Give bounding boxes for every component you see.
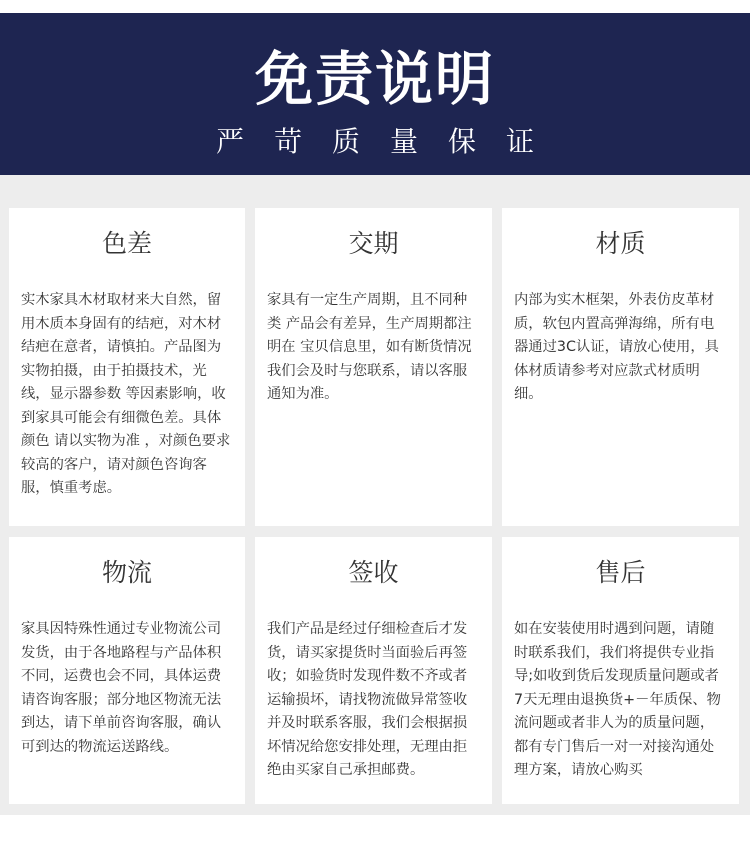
- card-sign-receipt: [255, 537, 492, 804]
- card-title: 签收: [348, 558, 399, 587]
- card-material: [502, 208, 739, 526]
- banner-title: 免责说明: [254, 45, 495, 113]
- card-title: 交期: [348, 229, 399, 258]
- bottom-band: [0, 815, 750, 847]
- card-delivery-time: [255, 208, 492, 526]
- card-body: 家具因特殊性通过专业物流公司发货，由于各地路程与产品体积不同，运费也会不同，具体运费请咨询客服；部分地区物流无法到达，请下单前咨询客服，确认可到达的物流运送路线。: [21, 621, 222, 755]
- card-body: 我们产品是经过仔细检查后才发货，请买家提货时当面验后再签收；如验货时发现件数不齐或者运输损坏，请找物流做异常签收并及时联系客服，我们会根据损坏情况给您安排处理，无理由拒绝由买家自己承担邮费。: [267, 621, 468, 778]
- banner: [0, 13, 750, 175]
- card-title: 售后: [595, 558, 646, 587]
- card-title: 色差: [101, 229, 152, 258]
- top-gap: [0, 0, 750, 13]
- card-title: 材质: [595, 229, 646, 258]
- card-body: 内部为实木框架，外表仿皮革材质，软包内置高弹海绵，所有电器通过3C认证，请放心使用，具体材质请参考对应款式材质明细。: [514, 292, 719, 402]
- card-body: 家具有一定生产周期，且不同种类 产品会有差异，生产周期都注明在 宝贝信息里，如有断货情况我们会及时与您联系，请以客服通知为准。: [267, 292, 472, 402]
- card-body: 如在安装使用时遇到问题，请随时联系我们，我们将提供专业指导;如收到货后发现质量问题或者7天无理由退换货+－年质保、物流问题或者非人为的质量问题，都有专门售后一对一对接沟通处理方案，请放心购买: [514, 621, 721, 778]
- card-logistics: [9, 537, 245, 804]
- card-after-sales: [502, 537, 739, 804]
- card-title: 物流: [101, 558, 152, 587]
- card-body: 实木家具木材取材来大自然，留用木质本身固有的结疤，对木材结疤在意者，请慎拍。产品图为实物拍摄，由于拍摄技术，光线，显示器参数 等因素影响，收 到家具可能会有细微色差。具体颜色 请以实物为准 ，对颜色要求较高的客户，请对颜色咨询客服，慎重考虑。: [21, 292, 231, 496]
- card-color-difference: [9, 208, 245, 526]
- banner-subtitle: 严苛质量保证: [215, 125, 564, 158]
- disclaimer-grid: [9, 208, 740, 804]
